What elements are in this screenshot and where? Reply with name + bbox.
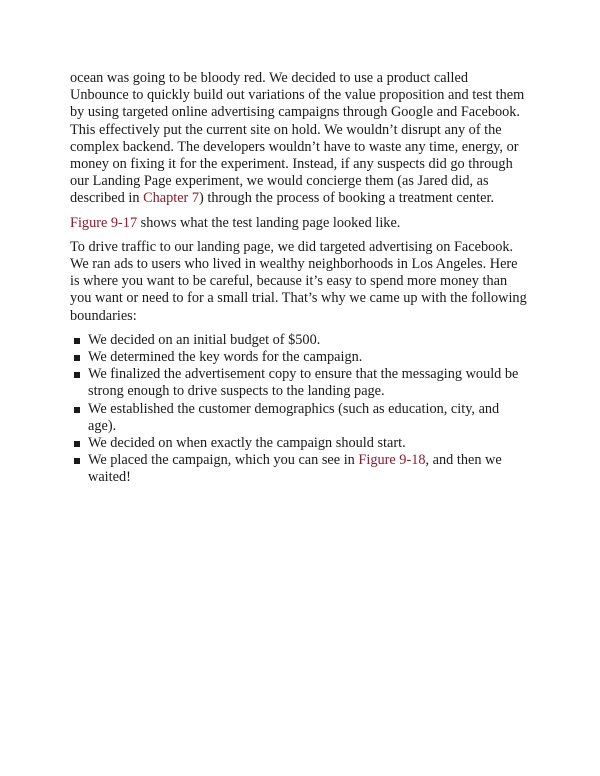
boundaries-list xyxy=(70,332,530,487)
list-item xyxy=(70,401,530,435)
square-bullet-icon xyxy=(74,458,80,464)
list-item-text: We established the customer demographics (such as education, city, and age). xyxy=(88,400,500,434)
list-item xyxy=(70,366,530,400)
document-page xyxy=(70,70,530,487)
figure-9-17-link[interactable]: Figure 9-17 xyxy=(70,214,138,231)
square-bullet-icon xyxy=(74,338,80,344)
paragraph-targeted-advertising: To drive traffic to our landing page, we did targeted advertising on Facebook. We ran ads to users who lived in wealthy neighborhoods in Los Angeles. Here is where you want to be careful, because it’s easy to spend more money than you want or need to for a small trial. That’s why we came up with the following boundaries: xyxy=(70,238,527,324)
list-item-text: We finalized the advertisement copy to ensure that the messaging would be strong enough to drive suspects to the landing page. xyxy=(88,366,519,400)
list-item-text: We decided on an initial budget of $500. xyxy=(88,331,321,348)
square-bullet-icon xyxy=(74,441,80,447)
list-item xyxy=(70,435,530,452)
list-item xyxy=(70,452,530,486)
square-bullet-icon xyxy=(74,407,80,413)
paragraph-text: ) through the process of booking a treatment center. xyxy=(199,190,495,207)
chapter-7-link[interactable]: Chapter 7 xyxy=(143,190,200,207)
square-bullet-icon xyxy=(74,372,80,378)
list-item xyxy=(70,349,530,366)
paragraph-text: shows what the test landing page looked like. xyxy=(137,214,401,231)
paragraph-unbounce-experiment xyxy=(70,70,530,208)
paragraph-figure-reference xyxy=(70,215,530,232)
list-item xyxy=(70,332,530,349)
list-item-text: We decided on when exactly the campaign should start. xyxy=(88,435,406,452)
figure-9-18-link[interactable]: Figure 9-18 xyxy=(358,452,426,469)
list-item-text: , and then we waited! xyxy=(88,452,502,486)
list-item-text: We placed the campaign, which you can see in xyxy=(88,452,359,469)
list-item-text: We determined the key words for the campaign. xyxy=(88,349,363,366)
paragraph-text: ocean was going to be bloody red. We decided to use a product called Unbounce to quickly build out variations of the value proposition and test them by using targeted online advertising campaigns through Google and Facebook. This effectively put the current site on hold. We wouldn’t disrupt any of the complex backend. The developers wouldn’t have to waste any time, energy, or money on fixing it for the experiment. Instead, if any suspects did go through our Landing Page experiment, we would concierge them (as Jared did, as described in xyxy=(70,70,525,207)
square-bullet-icon xyxy=(74,355,80,361)
